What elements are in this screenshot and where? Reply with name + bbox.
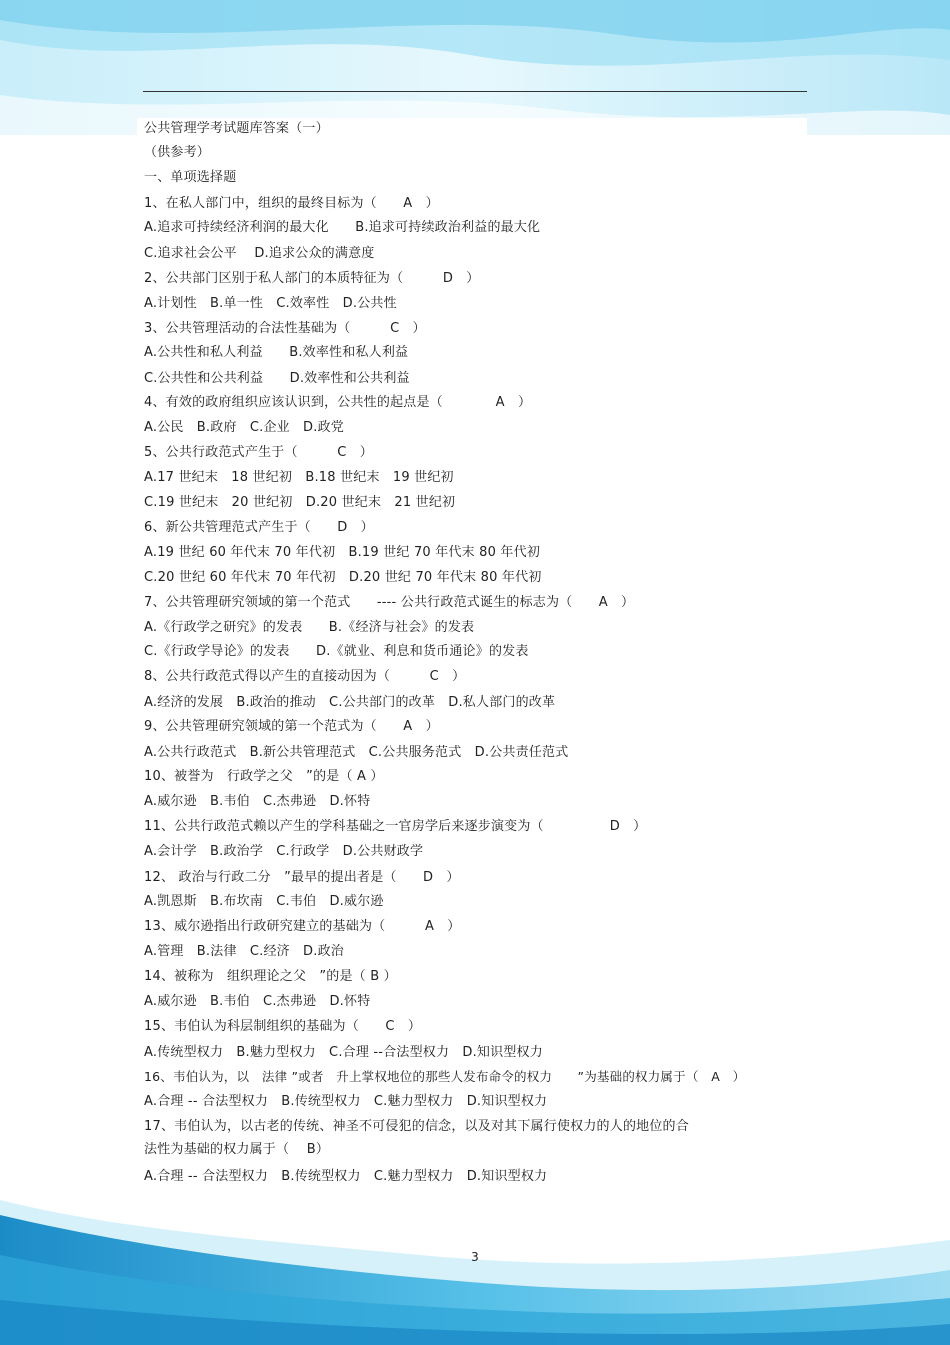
options-line: A.凯恩斯 B.布坎南 C.韦伯 D.威尔逊 bbox=[144, 894, 384, 909]
options-line: A.传统型权力 B.魅力型权力 C.合理 --合法型权力 D.知识型权力 bbox=[144, 1045, 543, 1060]
section-heading: 一、单项选择题 bbox=[144, 170, 237, 185]
options-line: C.公共性和公共利益 D.效率性和公共利益 bbox=[144, 371, 410, 386]
question-line: 11、公共行政范式赖以产生的学科基础之一官房学后来逐步演变为（ D ） bbox=[144, 819, 647, 834]
question-line: 16、韦伯认为，以 法律 ”或者 升上掌权地位的那些人发布命令的权力 ”为基础的权力属于（ A ） bbox=[144, 1069, 746, 1084]
question-line: 5、公共行政范式产生于（ C ） bbox=[144, 445, 373, 460]
question-line: 14、被称为 组织理论之父 ”的是（ B ） bbox=[144, 969, 397, 984]
page-number: 3 bbox=[471, 1250, 479, 1264]
options-line: A.威尔逊 B.韦伯 C.杰弗逊 D.怀特 bbox=[144, 994, 371, 1009]
options-line: C.19 世纪末 20 世纪初 D.20 世纪末 21 世纪初 bbox=[144, 495, 456, 510]
question-line: 8、公共行政范式得以产生的直接动因为（ C ） bbox=[144, 669, 466, 684]
question-line: 15、韦伯认为科层制组织的基础为（ C ） bbox=[144, 1019, 422, 1034]
question-line: 13、威尔逊指出行政研究建立的基础为（ A ） bbox=[144, 919, 461, 934]
question-line: 7、公共管理研究领域的第一个范式 ---- 公共行政范式诞生的标志为（ A ） bbox=[144, 595, 635, 610]
header-rule bbox=[143, 91, 807, 92]
question-line: 法性为基础的权力属于（ B） bbox=[144, 1142, 330, 1157]
options-line: A.合理 -- 合法型权力 B.传统型权力 C.魅力型权力 D.知识型权力 bbox=[144, 1169, 548, 1184]
options-line: C.20 世纪 60 年代末 70 年代初 D.20 世纪 70 年代末 80 年代初 bbox=[144, 570, 542, 585]
question-line: 10、被誉为 行政学之父 ”的是（ A ） bbox=[144, 769, 384, 784]
options-line: A.经济的发展 B.政治的推动 C.公共部门的改革 D.私人部门的改革 bbox=[144, 695, 556, 710]
options-line: A.追求可持续经济利润的最大化 B.追求可持续政治利益的最大化 bbox=[144, 220, 541, 235]
question-line: 6、新公共管理范式产生于（ D ） bbox=[144, 520, 374, 535]
options-line: A.公民 B.政府 C.企业 D.政党 bbox=[144, 420, 344, 435]
options-line: C.《行政学导论》的发表 D.《就业、利息和货币通论》的发表 bbox=[144, 644, 529, 659]
question-line: 17、韦伯认为，以古老的传统、神圣不可侵犯的信念，以及对其下属行使权力的人的地位的合 bbox=[144, 1119, 689, 1134]
document-body bbox=[137, 118, 807, 1190]
options-line: A.《行政学之研究》的发表 B.《经济与社会》的发表 bbox=[144, 620, 475, 635]
question-line: 1、在私人部门中，组织的最终目标为（ A ） bbox=[144, 196, 439, 211]
document-subtitle: （供参考） bbox=[144, 145, 211, 160]
options-line: C.追求社会公平 D.追求公众的满意度 bbox=[144, 246, 375, 261]
options-line: A.威尔逊 B.韦伯 C.杰弗逊 D.怀特 bbox=[144, 794, 371, 809]
options-line: A.管理 B.法律 C.经济 D.政治 bbox=[144, 944, 344, 959]
options-line: A.会计学 B.政治学 C.行政学 D.公共财政学 bbox=[144, 844, 424, 859]
question-line: 12、 政治与行政二分 ”最早的提出者是（ D ） bbox=[144, 870, 460, 885]
options-line: A.19 世纪 60 年代末 70 年代初 B.19 世纪 70 年代末 80 年代初 bbox=[144, 545, 541, 560]
question-line: 2、公共部门区别于私人部门的本质特征为（ D ） bbox=[144, 271, 480, 286]
options-line: A.公共性和私人利益 B.效率性和私人利益 bbox=[144, 345, 409, 360]
options-line: A.17 世纪末 18 世纪初 B.18 世纪末 19 世纪初 bbox=[144, 470, 454, 485]
document-title: 公共管理学考试题库答案（一） bbox=[144, 121, 329, 136]
options-line: A.计划性 B.单一性 C.效率性 D.公共性 bbox=[144, 296, 397, 311]
question-line: 4、有效的政府组织应该认识到，公共性的起点是（ A ） bbox=[144, 395, 532, 410]
question-line: 9、公共管理研究领域的第一个范式为（ A ） bbox=[144, 719, 439, 734]
question-line: 3、公共管理活动的合法性基础为（ C ） bbox=[144, 321, 426, 336]
options-line: A.合理 -- 合法型权力 B.传统型权力 C.魅力型权力 D.知识型权力 bbox=[144, 1094, 548, 1109]
options-line: A.公共行政范式 B.新公共管理范式 C.公共服务范式 D.公共责任范式 bbox=[144, 745, 569, 760]
